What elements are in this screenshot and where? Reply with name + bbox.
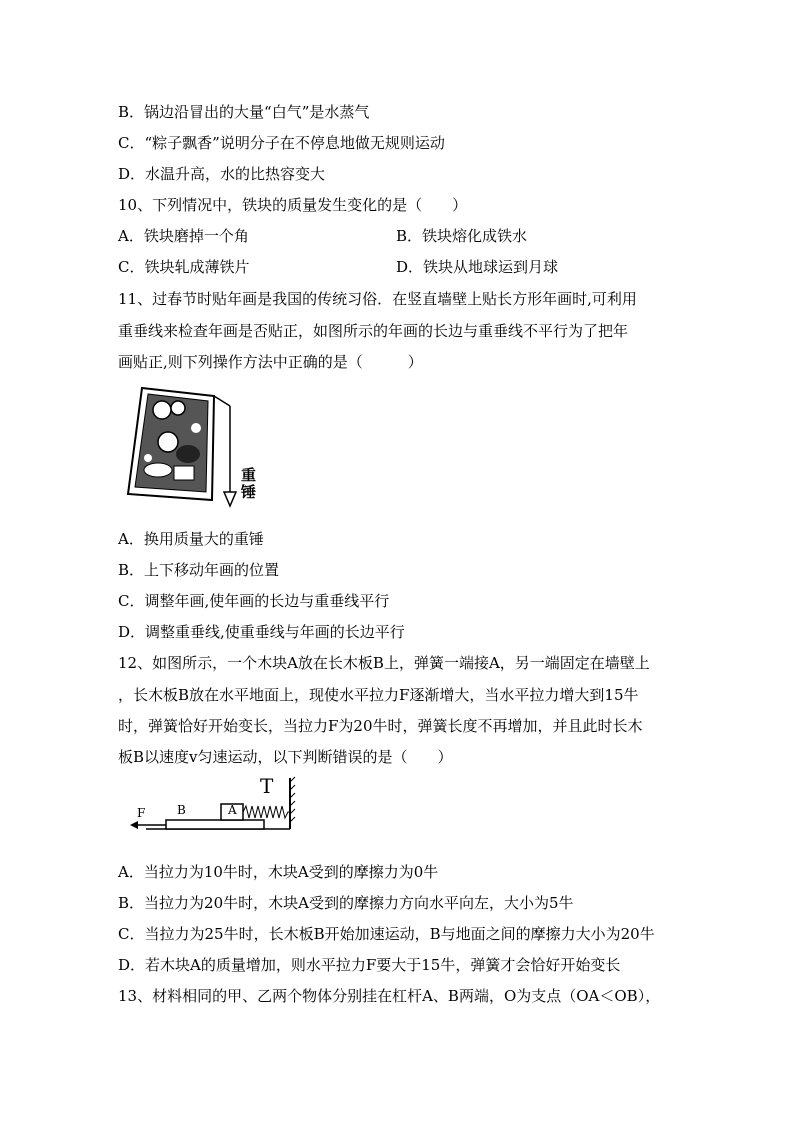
q11-option-d: D．调整重垂线,使重垂线与年画的长边平行 (118, 623, 405, 641)
fig-label-f: F (137, 806, 146, 820)
q12-option-b: B．当拉力为20牛时，木块A受到的摩擦力方向水平向左，大小为5牛 (118, 894, 574, 912)
q12-stem-line2: ，长木板B放在水平地面上，现使水平拉力F逐渐增大，当水平拉力增大到15牛 (118, 686, 639, 704)
q9-option-c: C．“粽子飘香”说明分子在不停息地做无规则运动 (118, 134, 445, 152)
q9-option-b: B．锅边沿冒出的大量“白气”是水蒸气 (118, 103, 370, 121)
q11-stem-line3: 画贴正,则下列操作方法中正确的是（ ） (118, 353, 423, 371)
fig-label-b: B (177, 803, 186, 817)
q11-option-a: A．换用质量大的重锤 (118, 530, 264, 548)
q9-option-d: D．水温升高，水的比热容变大 (118, 165, 326, 183)
q11-option-c: C．调整年画,使年画的长边与重垂线平行 (118, 592, 390, 610)
q10-stem: 10、下列情况中，铁块的质量发生变化的是（ ） (118, 196, 468, 214)
q10-option-d: D．铁块从地球运到月球 (396, 258, 559, 276)
q10-option-a: A．铁块磨掉一个角 (118, 227, 249, 245)
fig-label-t: T (260, 774, 274, 798)
q11-option-b: B．上下移动年画的位置 (118, 561, 280, 579)
q10-option-b: B．铁块熔化成铁水 (396, 227, 528, 245)
fig-label-a: A (228, 803, 237, 817)
spring (243, 806, 290, 818)
plumb-label: 重锤 (241, 466, 257, 501)
q12-stem-line4: 板B以速度v匀速运动，以下判断错误的是（ ） (118, 748, 453, 766)
q12-option-d: D．若木块A的质量增加，则水平拉力F要大于15牛，弹簧才会恰好开始变长 (118, 956, 621, 974)
q10-row2 (118, 257, 718, 277)
q10-option-c: C．铁块轧成薄铁片 (118, 258, 250, 276)
q10-row1 (118, 226, 718, 246)
q12-option-a: A．当拉力为10牛时，木块A受到的摩擦力为0牛 (118, 863, 439, 881)
q12-stem-line3: 时，弹簧恰好开始变长，当拉力F为20牛时，弹簧长度不再增加，并且此时长木 (118, 717, 643, 735)
plumb-bob (224, 492, 236, 506)
q11-stem-line1: 11、过春节时贴年画是我国的传统习俗．在竖直墙壁上贴长方形年画时,可利用 (118, 290, 637, 308)
q12-option-c: C．当拉力为25牛时，长木板B开始加速运动，B与地面之间的摩擦力大小为20牛 (118, 925, 655, 943)
q13-stem-line1: 13、材料相同的甲、乙两个物体分别挂在杠杆A、B两端，O为支点（OA＜OB）， (118, 987, 661, 1005)
board-b (166, 820, 264, 829)
q11-stem-line2: 重垂线来检查年画是否贴正，如图所示的年画的长边与重垂线不平行为了把年 (118, 322, 629, 340)
q12-stem-line1: 12、如图所示，一个木块A放在长木板B上，弹簧一端接A，另一端固定在墙壁上 (118, 654, 650, 672)
